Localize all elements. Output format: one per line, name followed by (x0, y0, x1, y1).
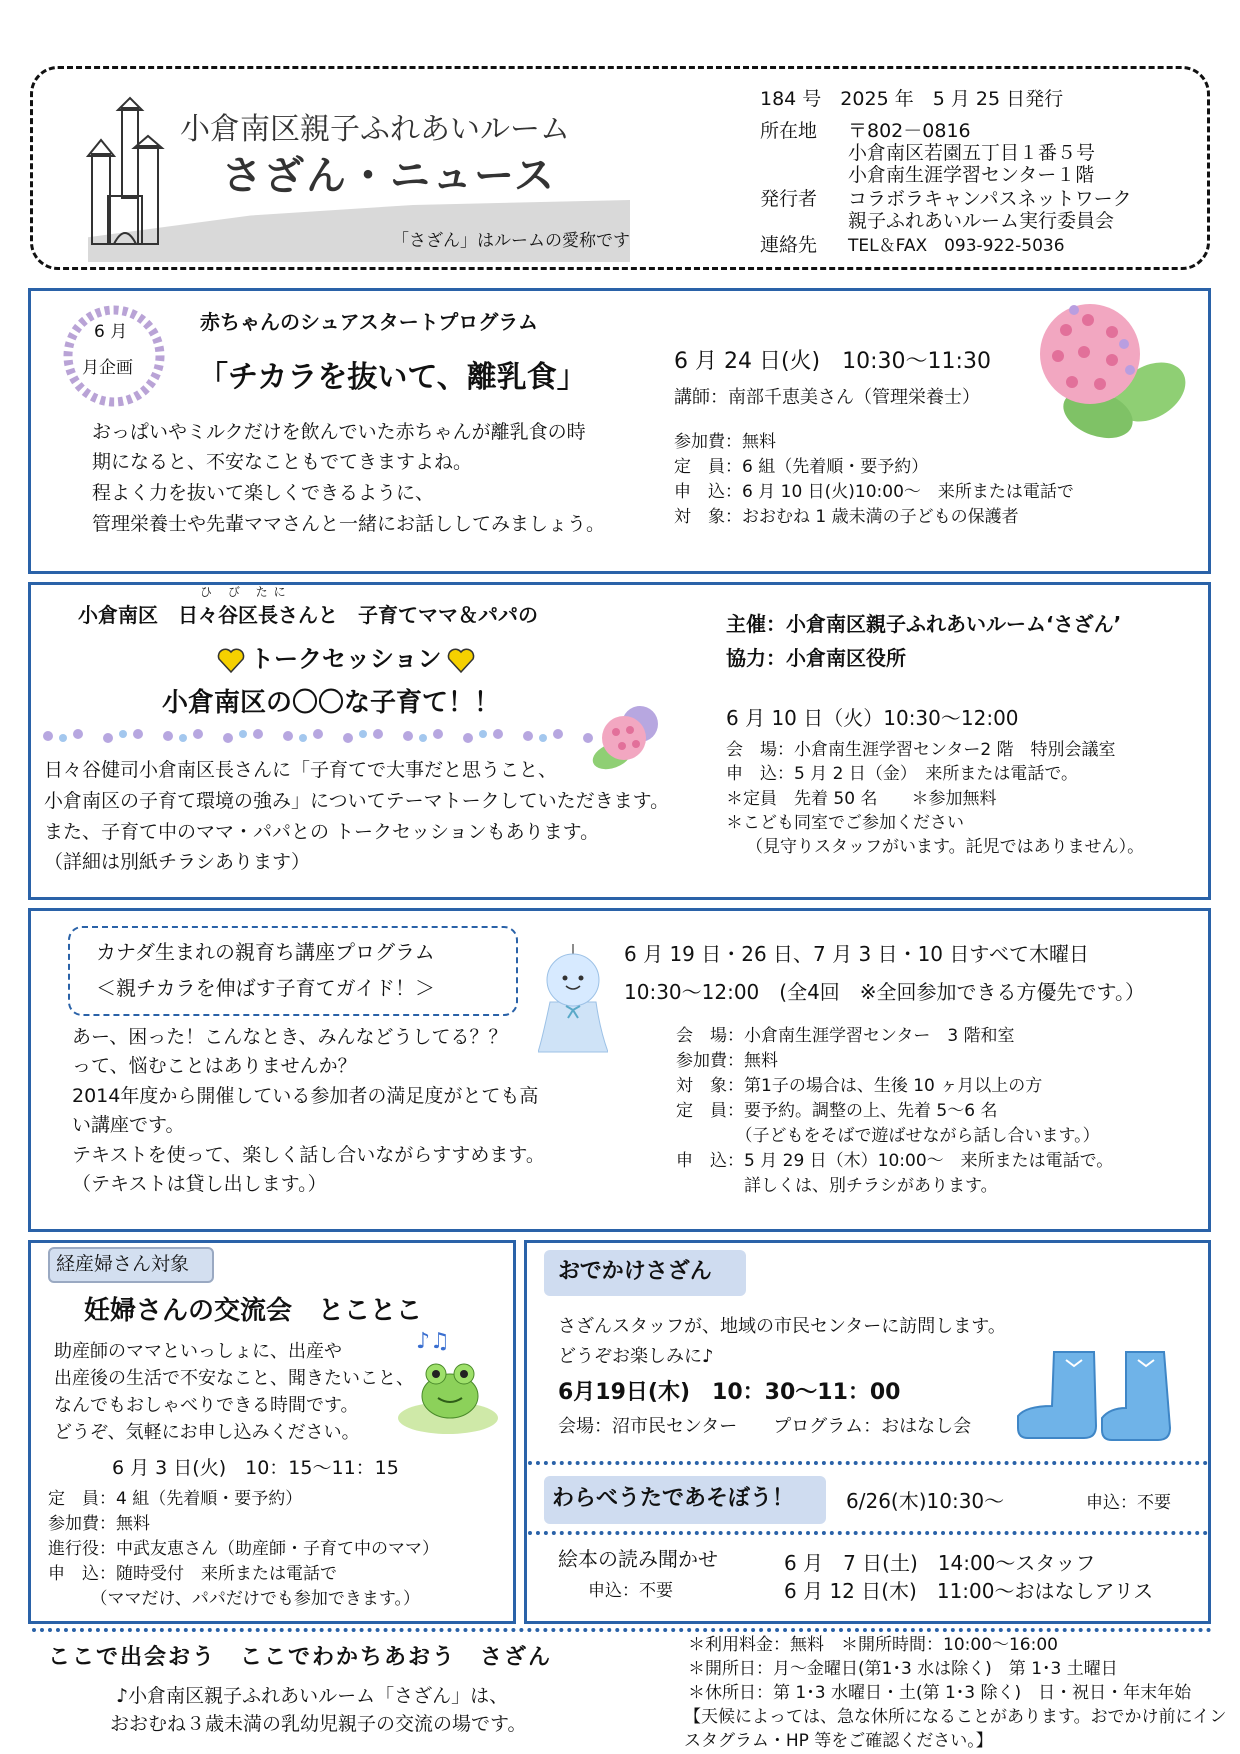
footer-divider (32, 1628, 1212, 1632)
body-line: どうぞ、気軽にお申し込みください。 (54, 1422, 360, 1443)
body-line: 管理栄養士や先輩ママさんと一緒にお話ししてみましょう。 (92, 513, 606, 535)
frog-on-lily-icon (396, 1326, 502, 1438)
meetup-title: 妊婦さんの交流会 とことこ (84, 1296, 423, 1326)
footer-info-line: ＊利用料金：無料 ＊開所時間：10:00～16:00 (688, 1635, 1058, 1655)
course-dates: 6 月 19 日・26 日、7 月 3 日・10 日すべて木曜日 (624, 942, 1089, 966)
reading-session-2: 6 月 12 日(木) 11:00～おはなしアリス (784, 1579, 1154, 1603)
meetup-datetime: 6 月 3 日(火) 10：15～11：15 (112, 1457, 399, 1479)
event-datetime: 6 月 24 日(火) 10:30～11:30 (674, 349, 991, 374)
detail-line: 会 場：小倉南生涯学習センター2 階 特別会議室 (726, 740, 1116, 760)
castle-logo-icon (78, 96, 168, 256)
warabeuta-apply: 申込：不要 (1086, 1493, 1171, 1513)
contact-label: 連絡先 (760, 234, 818, 256)
body-line: って、悩むことはありませんか？ (72, 1055, 357, 1077)
detail-line: 参加費：無料 (674, 432, 776, 452)
detail-line: 詳しくは、別チラシがあります。 (676, 1176, 998, 1196)
footer-info-line: スタグラム・HP 等をご確認ください。】 (684, 1731, 993, 1751)
address-line-1: 小倉南区若園五丁目１番５号 (848, 142, 1096, 164)
wreath-badge-icon (58, 300, 170, 412)
body-line: （詳細は別紙チラシあります） (44, 851, 311, 873)
teru-teru-bozu-icon (538, 944, 608, 1056)
nickname-note: 「さざん」はルームの愛称です (392, 231, 630, 251)
detail-line: 対 象：おおむね 1 歳未満の子どもの保護者 (674, 507, 1019, 527)
body-line: おっぱいやミルクだけを飲んでいた赤ちゃんが離乳食の時 (92, 421, 586, 443)
warabeuta-datetime: 6/26(木)10:30～ (846, 1489, 1005, 1513)
body-line: 助産師のママといっしょに、出産や (54, 1341, 342, 1362)
detail-line: 申 込：6 月 10 日(火)10:00～ 来所または電話で (674, 482, 1074, 502)
cooperation: 協力：小倉南区役所 (726, 646, 906, 670)
address-line-2: 小倉南生涯学習センター１階 (848, 164, 1095, 186)
body-line: さざんスタッフが、地域の市民センターに訪問します。 (558, 1316, 1006, 1337)
detail-line: ＊こども同室でご参加ください (726, 813, 964, 833)
publisher-label: 発行者 (760, 188, 818, 210)
svg-text:♪♫: ♪♫ (416, 1329, 450, 1354)
contact-phone: TEL＆FAX 093-922-5036 (848, 236, 1065, 256)
badge-label: 月企画 (82, 358, 133, 378)
detail-line: 対 象：第1子の場合は、生後 10 ヶ月以上の方 (676, 1076, 1043, 1096)
talk-session-title: トークセッション (250, 645, 442, 673)
talk-subtitle: 小倉南区の〇〇な子育て！！ (162, 688, 501, 718)
detail-line: 申 込：5 月 2 日（金） 来所または電話で。 (726, 764, 1079, 784)
detail-line: （ママだけ、パパだけでも参加できます。） (48, 1589, 420, 1609)
heart-icon (446, 646, 476, 674)
talk-datetime: 6 月 10 日（火）10:30～12:00 (726, 706, 1019, 730)
reading-title: 絵本の読み聞かせ (558, 1547, 718, 1571)
rain-boots-icon (1014, 1348, 1184, 1446)
detail-line: 参加費：無料 (676, 1051, 778, 1071)
detail-line: 申 込：随時受付 来所または電話で (48, 1564, 337, 1584)
body-line: 日々谷健司小倉南区長さんに「子育てで大事だと思うこと、 (44, 759, 558, 781)
address-label: 所在地 (760, 120, 818, 142)
outreach-tag-label: おでかけさざん (558, 1259, 712, 1284)
footer-info-line: ＊休所日：第 1･3 水曜日・土(第 1･3 除く) 日・祝日・年末年始 (688, 1683, 1192, 1703)
newsletter-title: さざん・ニュース (222, 153, 556, 199)
footer-info-line: 【天候によっては、急な休所になることがあります。おでかけ前にイン (684, 1707, 1227, 1727)
detail-line: 申 込：5 月 29 日（木）10:00～ 来所または電話で。 (676, 1151, 1114, 1171)
reading-session-1: 6 月 7 日(土) 14:00～スタッフ (784, 1551, 1096, 1575)
section-divider (528, 1461, 1208, 1465)
talk-line-1: 小倉南区 日々谷区長さんと 子育てママ＆パパの (78, 603, 538, 627)
footer-description-2: おおむね３歳未満の乳幼児親子の交流の場です。 (110, 1713, 527, 1735)
publisher-line-2: 親子ふれあいルーム実行委員会 (848, 210, 1115, 232)
detail-line: 進行役：中武友恵さん（助産師・子育て中のママ） (48, 1539, 439, 1559)
outreach-venue: 会場：沼市民センター プログラム：おはなし会 (558, 1416, 972, 1437)
body-line: なんでもおしゃべりできる時間です。 (54, 1395, 359, 1416)
body-line: 小倉南区の子育て環境の強み」についてテーマトークしていただきます。 (44, 790, 670, 812)
detail-line: 定 員：要予約。調整の上、先着 5～6 名 (676, 1101, 998, 1121)
program-name: 赤ちゃんのシュアスタートプログラム (200, 310, 538, 334)
detail-line: 参加費：無料 (48, 1514, 150, 1534)
hydrangea-flower-icon (1028, 296, 1190, 446)
detail-line: 定 員：6 組（先着順・要予約） (674, 457, 929, 477)
course-subtitle: ＜親チカラを伸ばす子育てガイド！＞ (96, 976, 435, 1000)
body-line: 2014年度から開催している参加者の満足度がとても高 (72, 1085, 539, 1107)
warabeuta-tag-label: わらべうたであそぼう！ (552, 1486, 795, 1511)
org-name: 小倉南区親子ふれあいルーム (180, 112, 570, 147)
event-title: 「チカラを抜いて、離乳食」 (198, 360, 587, 395)
badge-month: 6 月 (94, 322, 128, 342)
address-zip: 〒802－0816 (848, 120, 971, 142)
course-program: カナダ生まれの親育ち講座プログラム (96, 940, 435, 964)
reading-apply: 申込：不要 (588, 1581, 673, 1601)
body-line: 期になると、不安なこともでてきますよね。 (92, 451, 473, 473)
body-line: どうぞお楽しみに♪ (558, 1346, 714, 1367)
footer-info-line: ＊開所日：月～金曜日(第1･3 水は除く) 第 1･3 土曜日 (688, 1659, 1118, 1679)
detail-line: 定 員：4 組（先着順・要予約） (48, 1489, 303, 1509)
section-divider (528, 1531, 1208, 1535)
body-line: テキストを使って、楽しく話し合いながらすすめます。 (72, 1144, 545, 1166)
publisher-line-1: コラボラキャンパスネットワーク (848, 188, 1132, 210)
lecturer: 講師：南部千恵美さん（管理栄養士） (674, 387, 980, 408)
issue-info: 184 号 2025 年 5 月 25 日発行 (760, 88, 1064, 110)
body-line: （テキストは貸し出します。） (72, 1173, 327, 1195)
body-line: 出産後の生活で不安なこと、聞きたいこと、 (54, 1368, 414, 1389)
body-line: 程よく力を抜いて楽しくできるように、 (92, 482, 435, 504)
body-line: また、子育て中のママ・パパとの トークセッションもあります。 (44, 821, 600, 843)
heart-icon (216, 646, 246, 674)
hydrangea-small-icon (588, 698, 668, 774)
footer-slogan: ここで出会おう ここでわかちあおう さざん (48, 1645, 553, 1670)
body-line: あー、困った！こんなとき、みんなどうしてる？？ (72, 1026, 508, 1048)
body-line: い講座です。 (72, 1114, 185, 1136)
course-time: 10:30～12:00 (全4回 ※全回参加できる方優先です。） (624, 980, 1145, 1004)
detail-line: （見守りスタッフがいます。託児ではありません）。 (746, 837, 1145, 857)
target-tag-label: 経産婦さん対象 (56, 1253, 190, 1275)
detail-line: 会 場：小倉南生涯学習センター 3 階和室 (676, 1026, 1015, 1046)
host: 主催：小倉南区親子ふれあいルーム‘さざん’ (726, 612, 1122, 636)
flower-garland-icon (38, 722, 598, 750)
detail-line: （子どもをそばで遊ばせながら話し合います。） (676, 1126, 1100, 1146)
ruby-text: ひ び たに (200, 585, 292, 599)
detail-line: ＊定員 先着 50 名 ＊参加無料 (726, 789, 997, 809)
footer-description-1: ♪小倉南区親子ふれあいルーム「さざん」は、 (116, 1685, 509, 1707)
outreach-datetime: 6月19日(木) 10：30～11：00 (558, 1380, 901, 1405)
